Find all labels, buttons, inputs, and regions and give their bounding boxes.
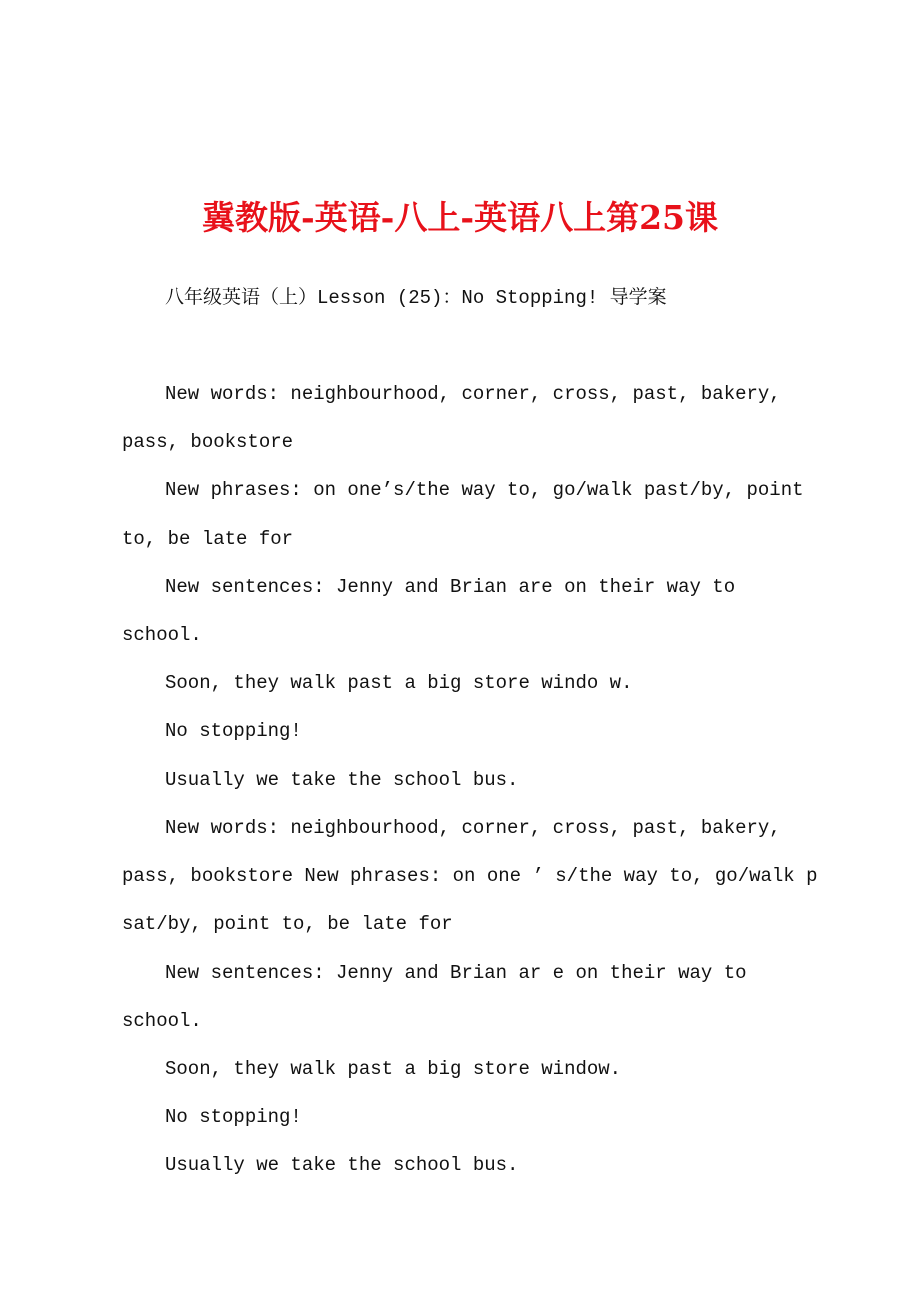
new-words-paragraph: New words: neighbourhood, corner, cross, past, bakery, pass, bookstore <box>122 383 781 454</box>
section-1 <box>122 370 822 804</box>
sentence-line: Usually we take the school bus. <box>165 768 519 791</box>
words-and-phrases-paragraph: New words: neighbourhood, corner, cross, past, bakery, pass, bookstore New phrases: on one ’ s/the way to, go/walk p sat/by, point to, be late for <box>122 817 818 936</box>
sentence-line: No stopping! <box>165 720 302 743</box>
sentence-line: New sentences: Jenny and Brian are on their way to school. <box>122 575 736 647</box>
sentence-line: No stopping! <box>165 1106 302 1129</box>
sentence-line: New sentences: Jenny and Brian ar e on their way to school. <box>122 961 747 1032</box>
sentence-line: Soon, they walk past a big store window. <box>165 1058 622 1081</box>
document-title: 冀教版-英语-八上-英语八上第25课 <box>201 198 718 237</box>
section-2 <box>122 804 822 1190</box>
document-subtitle: 八年级英语（上）Lesson (25)：No Stopping! 导学案 <box>165 287 667 309</box>
sentence-line: Usually we take the school bus. <box>165 1154 519 1177</box>
new-phrases-paragraph: New phrases: on one’s/the way to, go/walk past/by, point to, be late for <box>122 479 804 550</box>
sentence-line: Soon, they walk past a big store windo w. <box>165 672 633 695</box>
